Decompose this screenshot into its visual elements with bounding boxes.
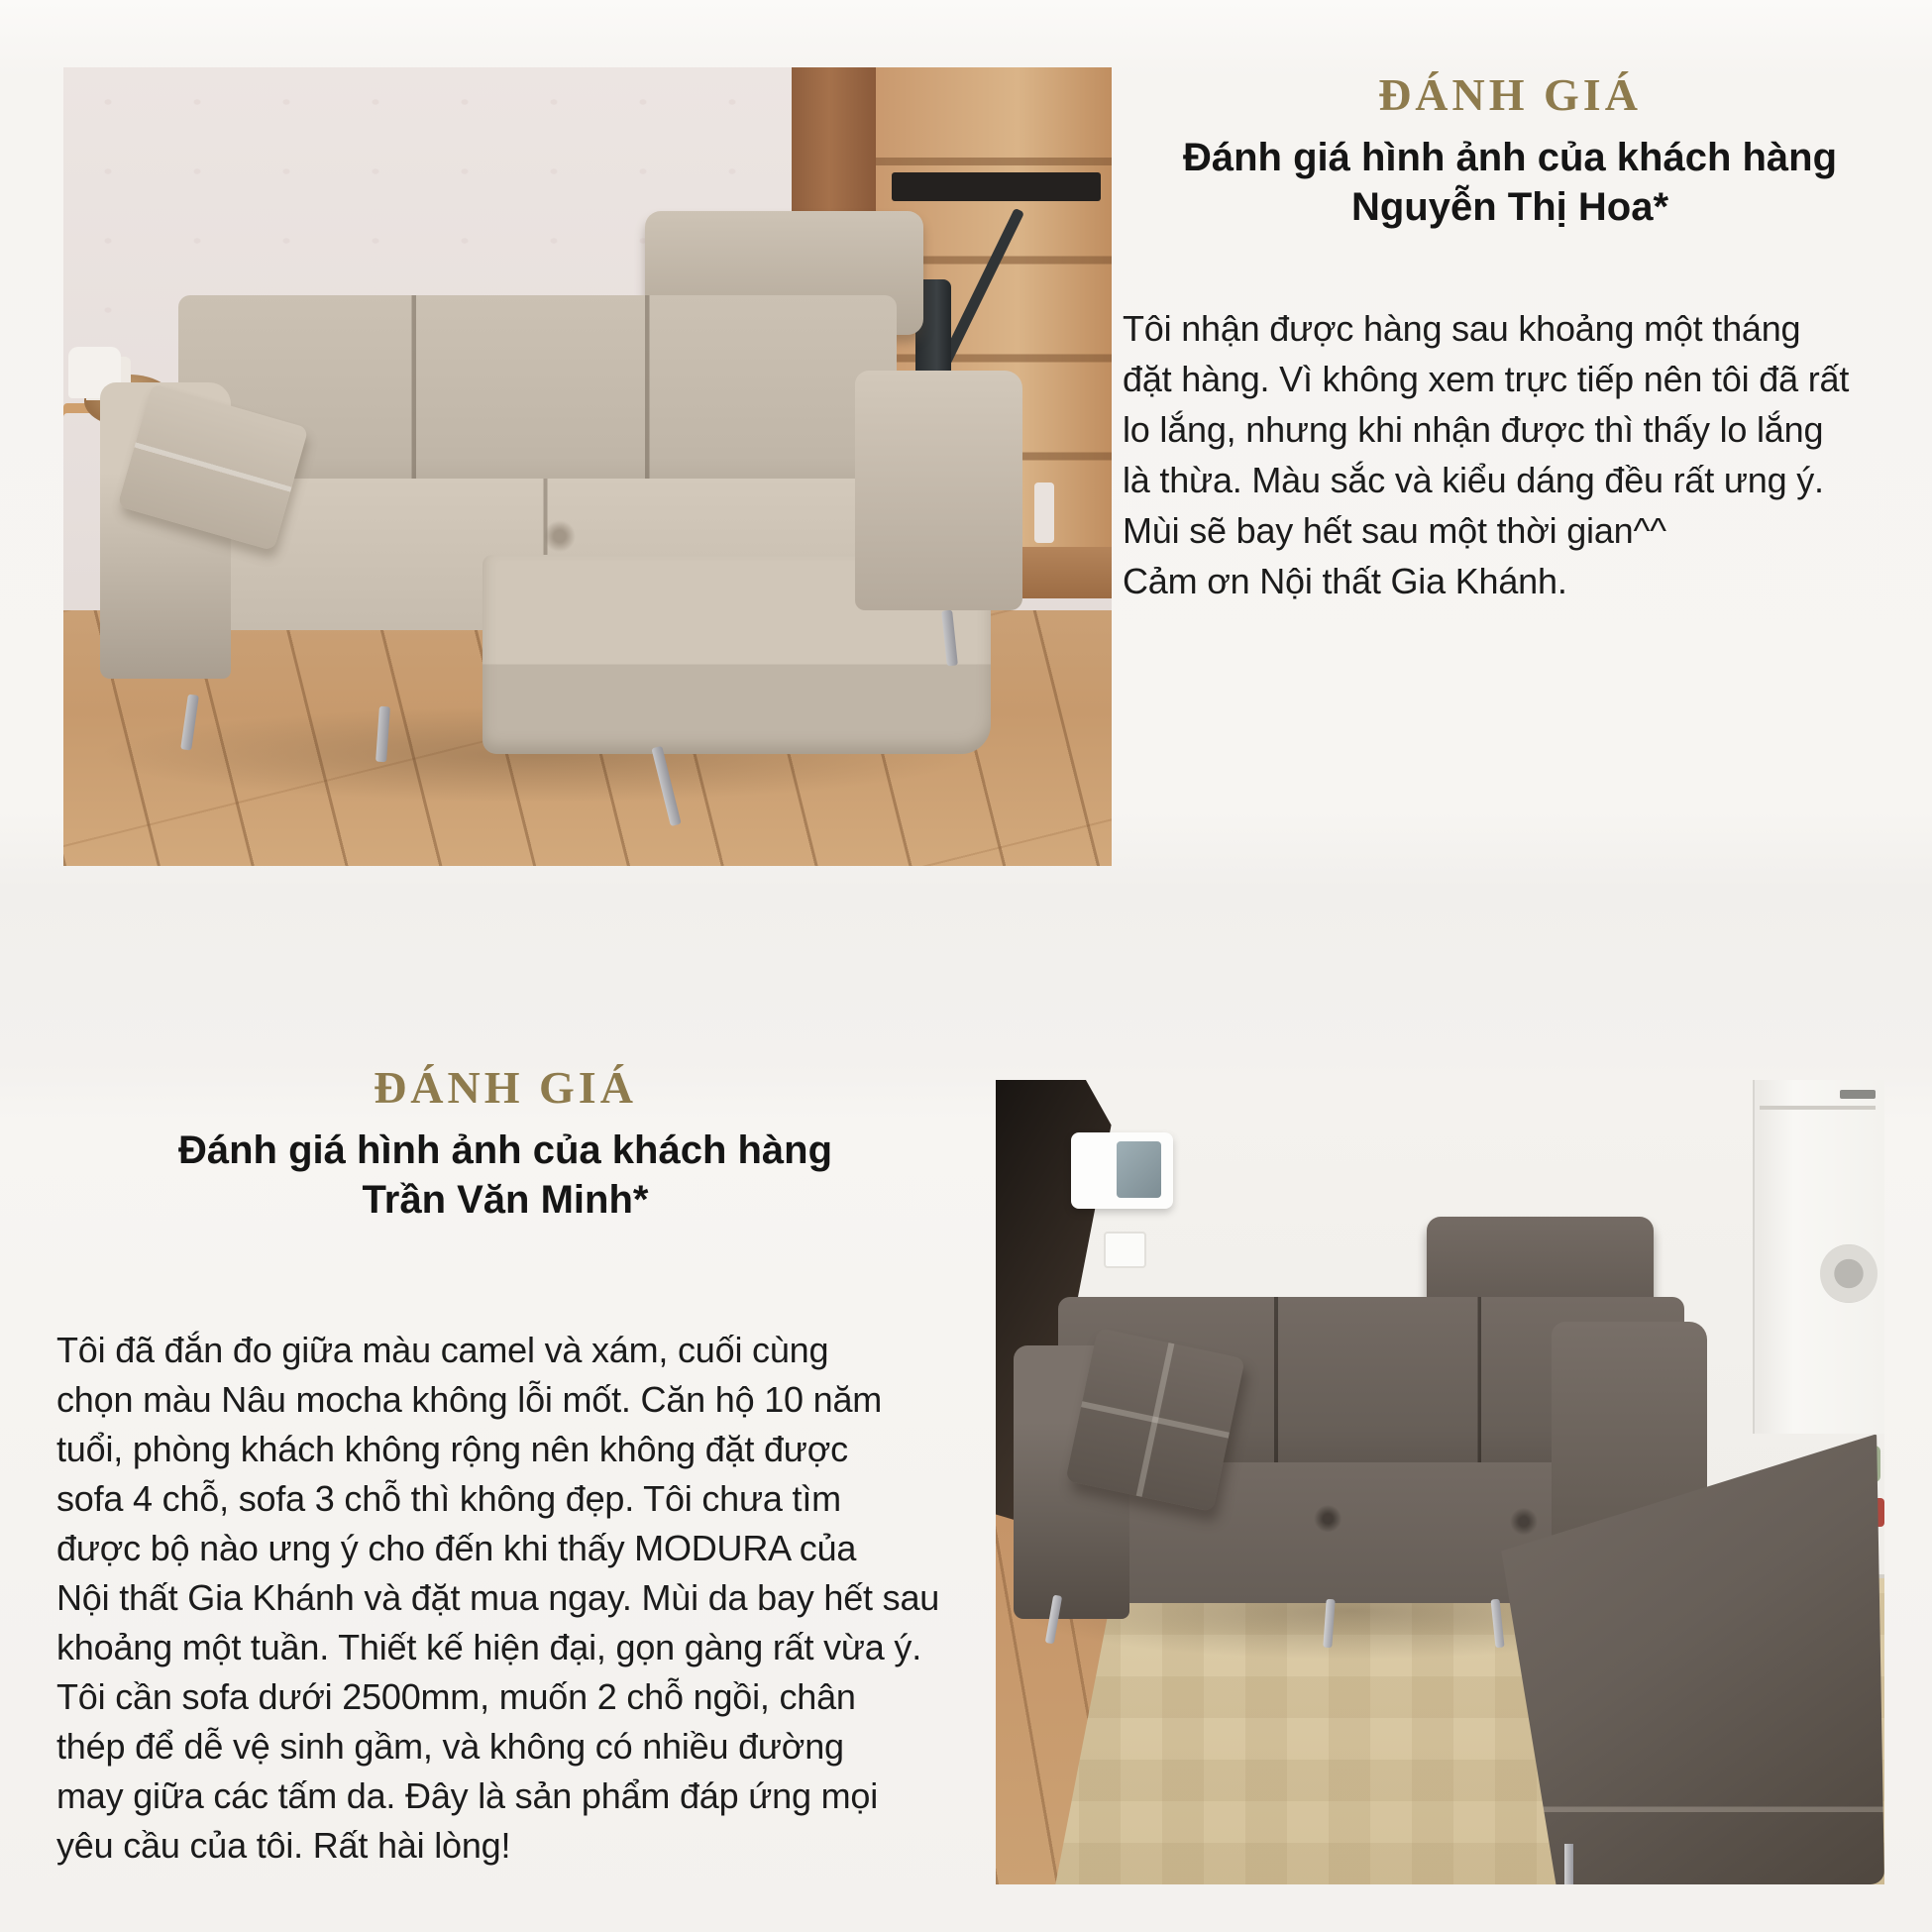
review-title: Đánh giá hình ảnh của khách hàng (177, 1128, 833, 1172)
review-body-line: may giữa các tấm da. Đây là sản phẩm đáp ứng mọi (56, 1775, 878, 1816)
review-body-line: tuổi, phòng khách không rộng nên không đặt được (56, 1429, 848, 1469)
review-body-line: khoảng một tuần. Thiết kế hiện đại, gọn gàng rất vừa ý. (56, 1627, 922, 1667)
section-label: ĐÁNH GIÁ (374, 1062, 637, 1113)
review-body-line: sofa 4 chỗ, sofa 3 chỗ thì không đẹp. Tôi chưa tìm (56, 1478, 841, 1519)
review-body-line: được bộ nào ưng ý cho đến khi thấy MODURA của (56, 1528, 857, 1568)
customer-name: Trần Văn Minh* (362, 1178, 649, 1222)
review-body-line: Tôi đã đắn đo giữa màu camel và xám, cuối cùng (56, 1330, 829, 1370)
review-body (40, 1326, 971, 1871)
photo2-light-switch (1104, 1232, 1146, 1268)
photo1-cosmetic-bottle-2 (1034, 483, 1054, 542)
review-body-line: đặt hàng. Vì không xem trực tiếp nên tôi đã rất (1123, 359, 1850, 399)
review-body-line: thép để dễ vệ sinh gầm, và không có nhiều đường (56, 1726, 844, 1767)
review-body-line: Tôi nhận được hàng sau khoảng một tháng (1123, 308, 1801, 349)
review-body-line: lo lắng, nhưng khi nhận được thì thấy lo lắng (1123, 409, 1824, 450)
review-body-line: chọn màu Nâu mocha không lỗi mốt. Căn hộ 10 năm (56, 1379, 883, 1420)
photo1-electronics (892, 172, 1102, 201)
photo2-panel-screen (1117, 1141, 1161, 1198)
review-body-line: Cảm ơn Nội thất Gia Khánh. (1123, 561, 1567, 601)
section-label: ĐÁNH GIÁ (1378, 69, 1642, 120)
review-body-line: là thừa. Màu sắc và kiểu dáng đều rất ưng ý. (1123, 460, 1824, 500)
review-text-block-1 (1118, 69, 1902, 606)
photo1-sofa-arm-right (855, 371, 1022, 610)
photo2-cabinet-line (1760, 1106, 1876, 1110)
review-title: Đánh giá hình ảnh của khách hàng (1182, 136, 1838, 179)
photo2-cabinet-vent (1820, 1244, 1877, 1302)
review-body (1118, 303, 1902, 606)
photo2-ottoman-leg (1564, 1844, 1573, 1884)
review-photo-2 (996, 1080, 1884, 1884)
review-photo-1 (63, 67, 1112, 866)
review-text-block-2 (40, 1062, 971, 1871)
photo2-cabinet-logo (1840, 1090, 1876, 1100)
review-body-line: Mùi sẽ bay hết sau một thời gian^^ (1123, 510, 1666, 551)
review-body-line: Nội thất Gia Khánh và đặt mua ngay. Mùi da bay hết sau (56, 1577, 940, 1618)
review-body-line: Tôi cần sofa dưới 2500mm, muốn 2 chỗ ngồi, chân (56, 1676, 856, 1717)
review-body-line: yêu cầu của tôi. Rất hài lòng! (56, 1825, 511, 1866)
customer-name: Nguyễn Thị Hoa* (1350, 185, 1669, 229)
